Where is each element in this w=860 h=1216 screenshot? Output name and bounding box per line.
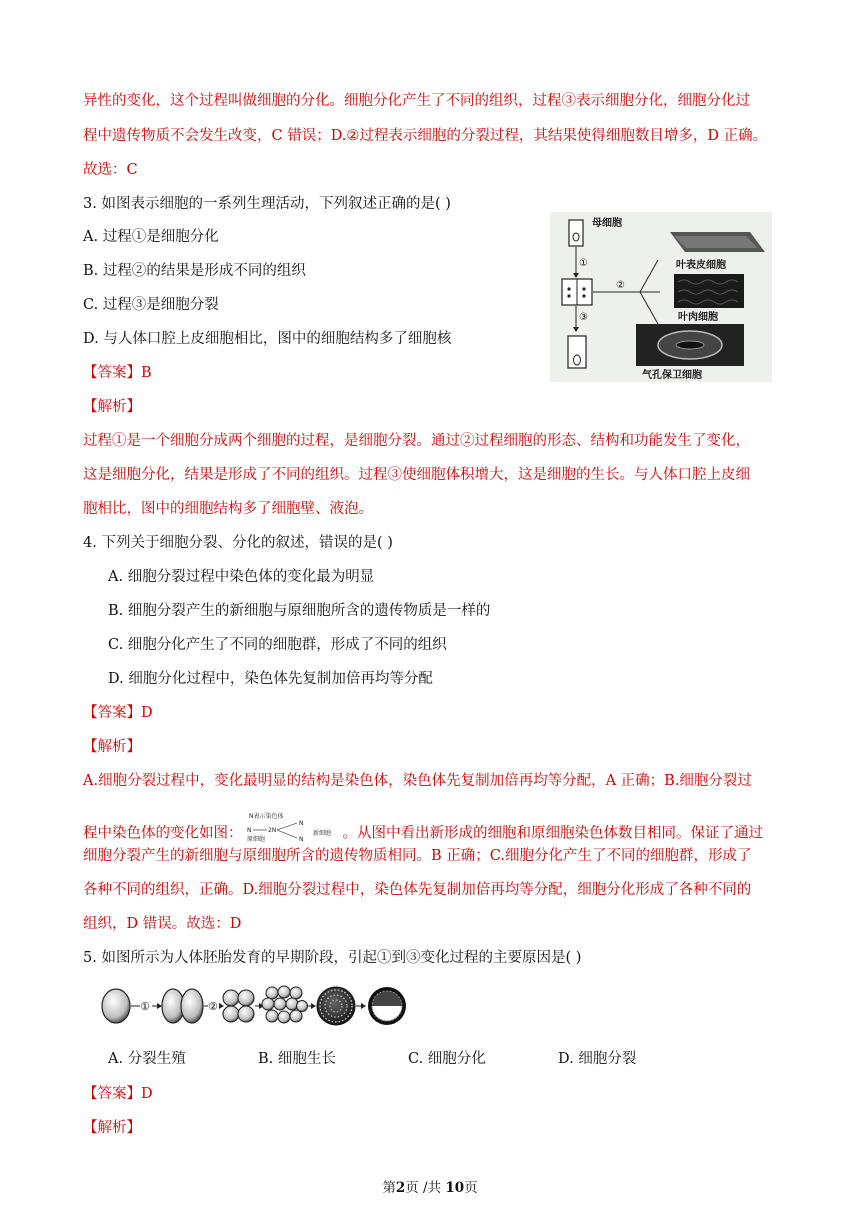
q4-stem: 4. 下列关于细胞分裂、分化的叙述，错误的是( )	[83, 535, 393, 551]
embryo-stage-4	[262, 986, 308, 1023]
q4-option-a: A. 细胞分裂过程中染色体的变化最为明显	[108, 569, 375, 585]
intro-line-2: 程中遗传物质不会发生改变，C 错误；D.②过程表示细胞的分裂过程，其结果使得细胞数目增多，D 正确。	[83, 128, 768, 144]
footer-middle: 页 /共	[405, 1180, 446, 1196]
embryo-stage-1	[102, 989, 130, 1023]
label-guard-cell: 气孔保卫细胞	[642, 370, 702, 381]
embryo-step-1: ①	[140, 1000, 150, 1013]
embryo-stage-3	[223, 990, 254, 1022]
q4-option-d: D. 细胞分化过程中，染色体先复制加倍再均等分配	[108, 671, 433, 687]
q4-explanation-2a: 程中染色体的变化如图：	[83, 825, 243, 842]
page-footer	[0, 1176, 860, 1196]
intro-line-1: 异性的变化，这个过程叫做细胞的分化。细胞分化产生了不同的组织，过程③表示细胞分化，细胞分化过	[83, 93, 750, 109]
mini-label-new: 新细胞	[312, 830, 331, 837]
footer-suffix: 页	[464, 1180, 478, 1196]
q3-option-c: C. 过程③是细胞分裂	[83, 297, 219, 313]
mini-label-n-bottom: N	[298, 836, 303, 843]
footer-page-number: 2	[395, 1180, 406, 1196]
cell-activity-figure	[550, 212, 772, 382]
q5-option-c: C. 细胞分化	[408, 1051, 486, 1067]
label-epidermis: 叶表皮细胞	[676, 260, 726, 271]
q4-explanation-2b: 。从图中看出新形成的细胞和原细胞染色体数目相同。保证了通过	[342, 825, 763, 842]
label-step-3: ③	[579, 312, 588, 323]
q4-option-c: C. 细胞分化产生了不同的细胞群，形成了不同的组织	[108, 637, 447, 653]
embryo-stage-6	[368, 987, 406, 1025]
q4-explanation-3: 细胞分裂产生的新细胞与原细胞所含的遗传物质相同。B 正确；C.细胞分化产生了不同的细胞群，形成了	[83, 848, 752, 864]
label-mother-cell: 母细胞	[592, 218, 622, 229]
footer-total-pages: 10	[445, 1180, 465, 1196]
q5-options	[108, 1048, 636, 1070]
q4-explanation-4: 各种不同的组织，正确。D.细胞分裂过程中，染色体先复制加倍再均等分配，细胞分化形成了各种不同的	[83, 882, 752, 898]
q5-option-d: D. 细胞分裂	[558, 1051, 637, 1067]
q3-explanation-3: 胞相比，图中的细胞结构多了细胞壁、液泡。	[83, 501, 373, 517]
embryo-stage-5	[317, 987, 355, 1025]
q3-stem: 3. 如图表示细胞的一系列生理活动，下列叙述正确的是( )	[83, 196, 451, 212]
intro-line-3: 故选：C	[83, 162, 138, 178]
q3-explanation-2: 这是细胞分化，结果是形成了不同的组织。过程③使细胞体积增大，这是细胞的生长。与人体口腔上皮细	[83, 467, 750, 483]
embryo-step-2: ②	[208, 1000, 218, 1013]
q4-analysis-label: 【解析】	[83, 739, 141, 755]
grown-cell	[568, 336, 586, 368]
q5-stem: 5. 如图所示为人体胚胎发育的早期阶段，引起①到③变化过程的主要原因是( )	[83, 950, 582, 966]
label-step-2: ②	[616, 280, 625, 291]
q4-explanation-5: 组织，D 错误。故选：D	[83, 916, 242, 932]
q4-option-b: B. 细胞分裂产生的新细胞与原细胞所含的遗传物质是一样的	[108, 603, 491, 619]
q3-answer: 【答案】B	[83, 365, 152, 381]
q3-explanation-1: 过程①是一个细胞分成两个细胞的过程，是细胞分裂。通过②过程细胞的形态、结构和功能发生了变化，	[83, 433, 750, 449]
q4-explanation-1: A.细胞分裂过程中，变化最明显的结构是染色体，染色体先复制加倍再均等分配，A 正确；B.细胞分裂过	[83, 773, 752, 789]
label-mesophyll: 叶肉细胞	[678, 312, 718, 323]
mini-label-original: 原细胞	[246, 836, 265, 843]
embryo-stage-2	[162, 989, 203, 1023]
q3-option-a: A. 过程①是细胞分化	[83, 229, 219, 245]
mini-label-n-left: N	[246, 827, 251, 834]
q5-option-b: B. 细胞生长	[258, 1051, 336, 1067]
q5-analysis-label: 【解析】	[83, 1120, 141, 1136]
embryo-development-figure	[100, 982, 410, 1032]
footer-prefix: 第	[382, 1180, 396, 1196]
label-step-1: ①	[579, 258, 588, 269]
mini-label-2n: 2N	[267, 827, 276, 834]
q3-analysis-label: 【解析】	[83, 399, 141, 415]
q3-option-b: B. 过程②的结果是形成不同的组织	[83, 263, 306, 279]
q4-answer: 【答案】D	[83, 705, 153, 721]
mini-label-n-top: N	[298, 820, 303, 827]
q3-option-d: D. 与人体口腔上皮细胞相比，图中的细胞结构多了细胞核	[83, 331, 452, 347]
q5-option-a: A. 分裂生殖	[108, 1051, 186, 1067]
q5-answer: 【答案】D	[83, 1086, 153, 1102]
mini-label-top: N表示染色体	[248, 813, 283, 820]
mesophyll-tissue	[674, 274, 744, 308]
